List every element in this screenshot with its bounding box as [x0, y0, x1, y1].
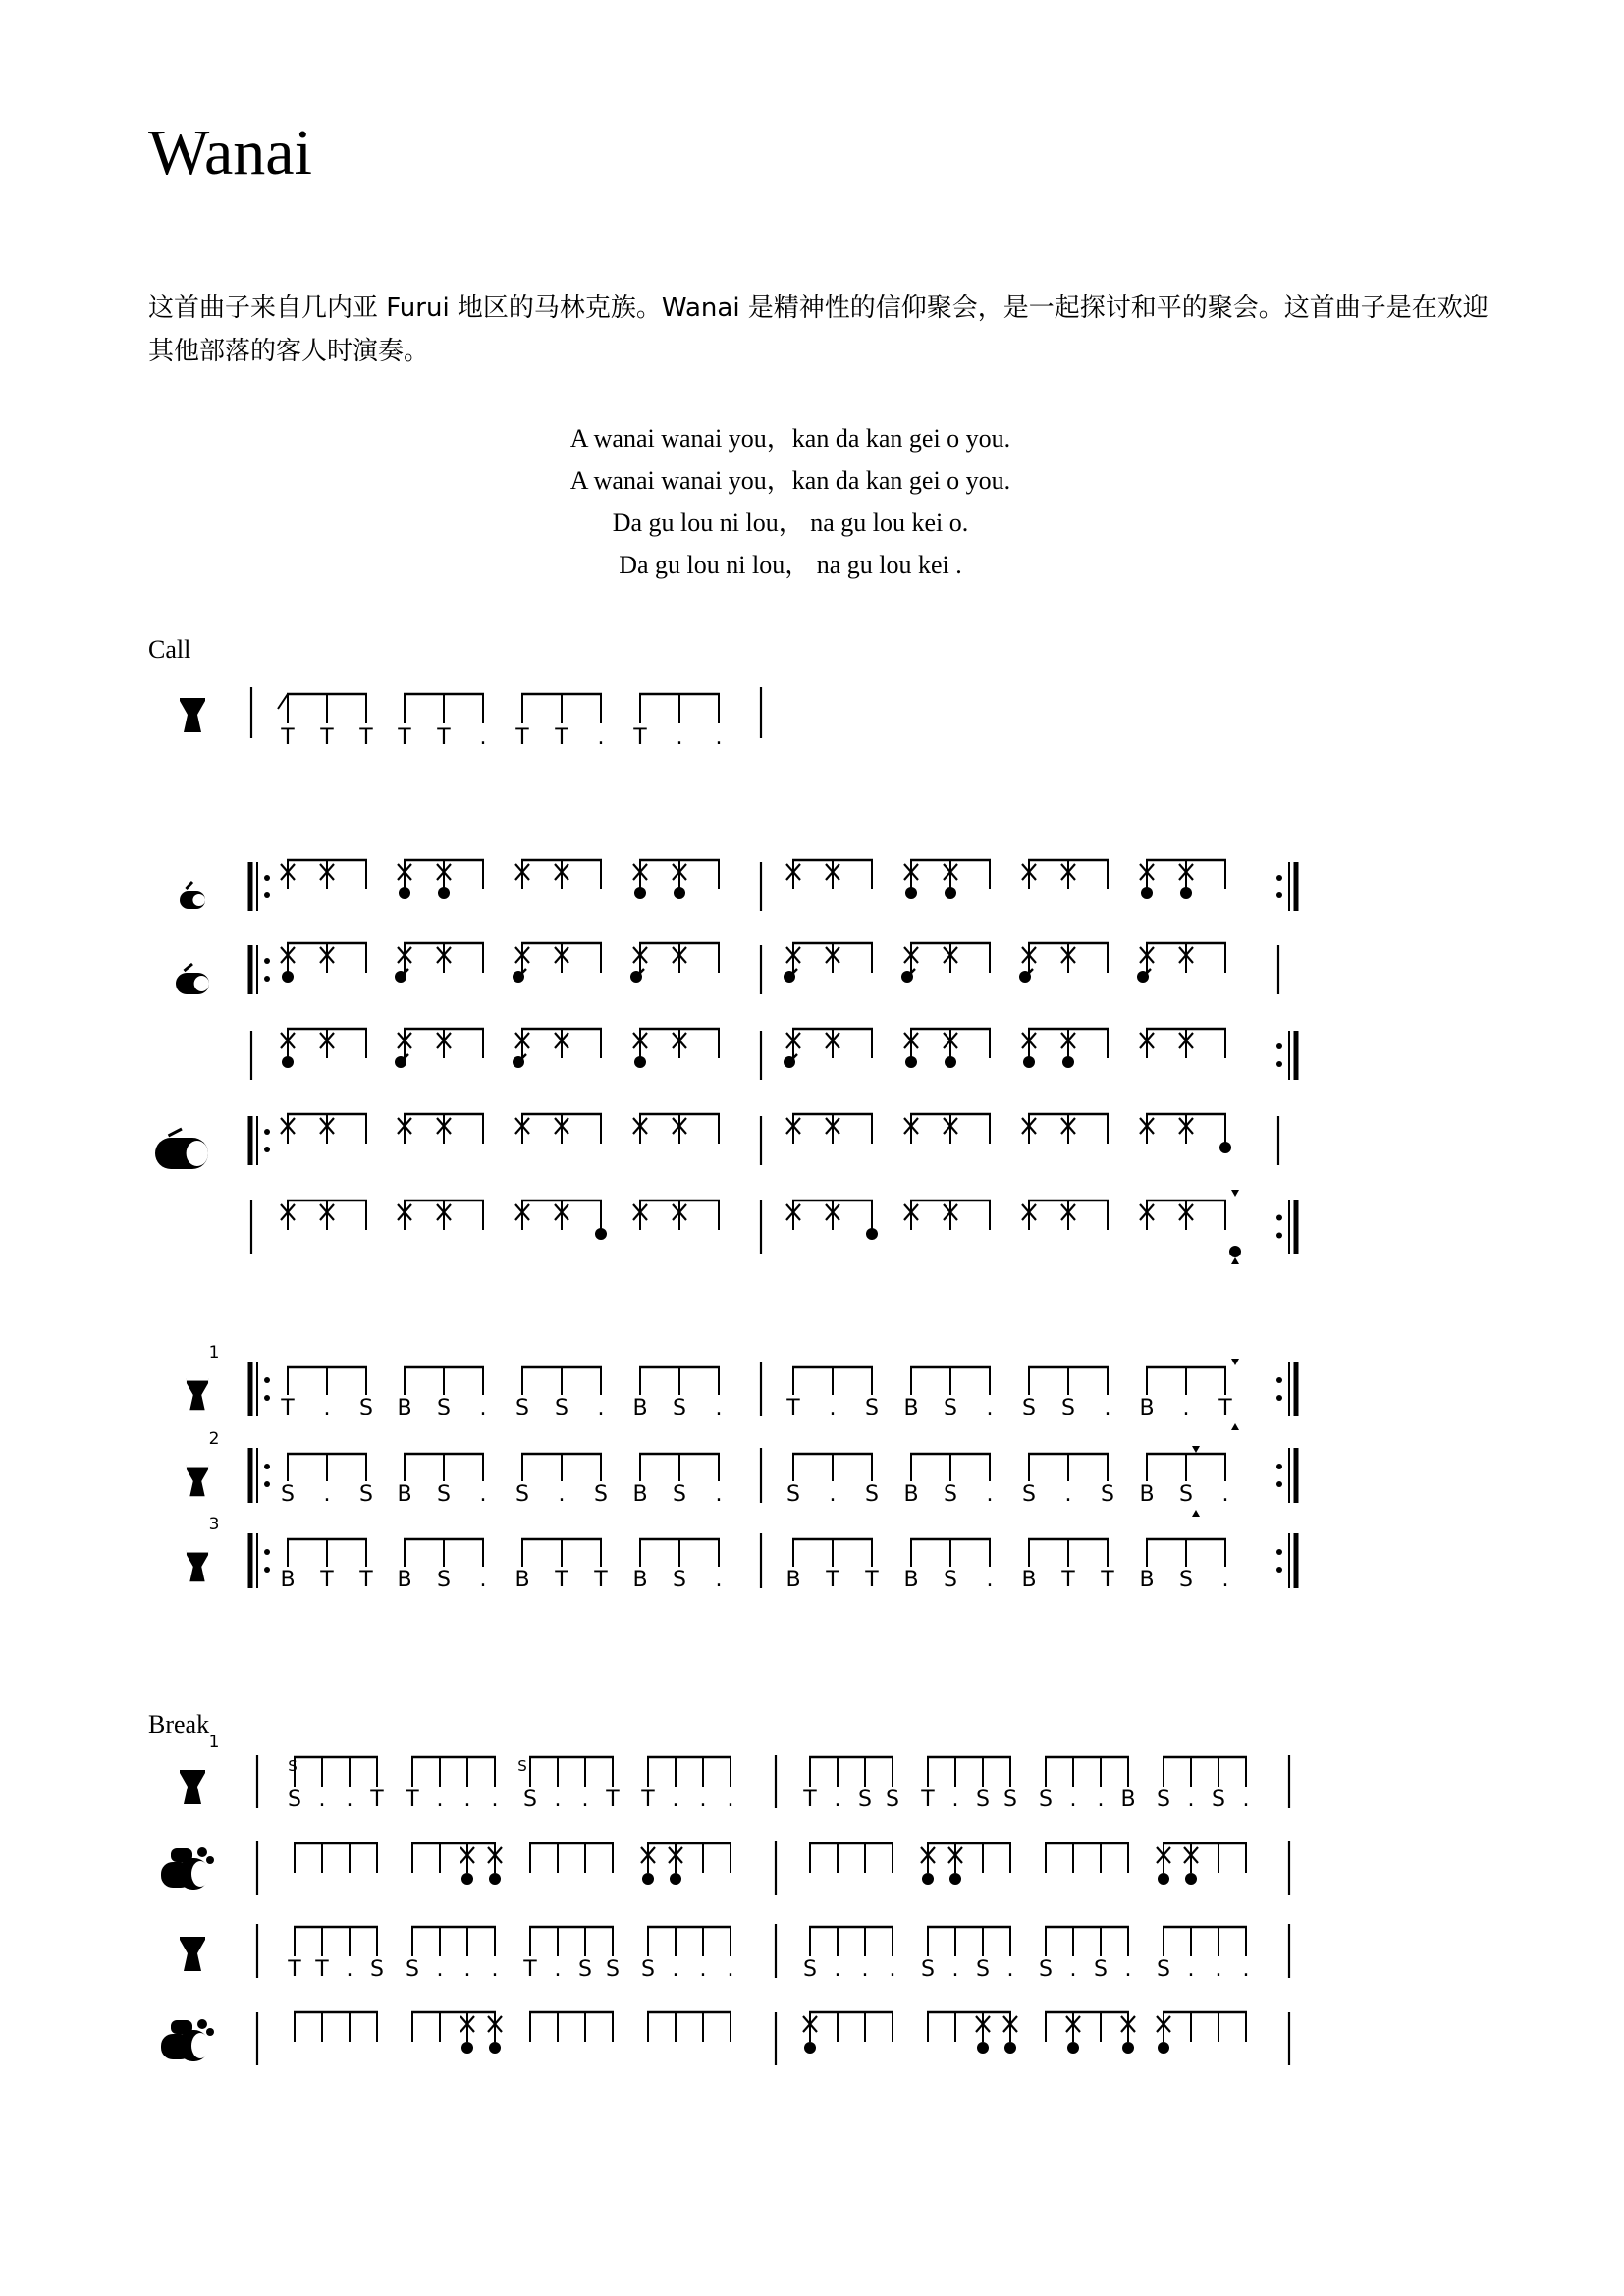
stroke-letter: .	[323, 1396, 331, 1420]
stroke-letter: S	[641, 1957, 655, 1982]
stroke-letter: T	[320, 725, 334, 750]
stroke-letter: .	[889, 1957, 896, 1982]
note-dot	[206, 2028, 214, 2036]
stroke-letter: S	[976, 1957, 990, 1982]
note-dot	[804, 2042, 816, 2054]
note-dot	[1229, 1246, 1241, 1257]
stroke-letter: S	[437, 1568, 451, 1592]
note-dot	[264, 1464, 270, 1469]
stroke-letter: B	[1139, 1396, 1155, 1420]
stroke-letter: T	[786, 1396, 800, 1420]
stroke-letter: T	[281, 725, 295, 750]
stroke-letter: S	[1179, 1482, 1193, 1507]
note-dot	[670, 1873, 681, 1885]
stroke-letter: .	[715, 1396, 723, 1420]
note-dot	[1180, 887, 1192, 899]
note-dot	[1276, 875, 1282, 881]
stroke-letter: S	[858, 1788, 872, 1812]
stroke-letter: T	[288, 1957, 301, 1982]
note-dot	[945, 887, 956, 899]
dundun-set-icon	[161, 2019, 214, 2061]
part-number: 1	[208, 1733, 220, 1752]
stroke-letter: .	[346, 1957, 353, 1982]
note-dot	[1276, 1567, 1282, 1573]
lyric-line-4: Da gu lou ni lou， na gu lou kei .	[619, 551, 962, 579]
stroke-letter: B	[397, 1482, 412, 1507]
stroke-letter: .	[479, 1396, 487, 1420]
note-dot	[264, 1395, 270, 1401]
call-staff	[251, 687, 761, 750]
stroke-letter: .	[323, 1482, 331, 1507]
note-dot	[1067, 2042, 1079, 2054]
stroke-letter: .	[558, 1482, 566, 1507]
note-dot	[634, 1056, 646, 1068]
stroke-letter: B	[903, 1396, 919, 1420]
stroke-letter: .	[861, 1957, 869, 1982]
sangban-icon	[176, 964, 209, 994]
note-dot	[1276, 892, 1282, 898]
note-dot	[489, 1873, 501, 1885]
stroke-letter: T	[826, 1568, 839, 1592]
accent-mark	[1192, 1510, 1200, 1517]
note-dot	[264, 892, 270, 898]
note-dot	[674, 887, 685, 899]
stroke-letter: T	[641, 1788, 655, 1812]
note-dot	[197, 2019, 207, 2029]
doundounba-icon	[155, 1129, 208, 1169]
note-dot	[264, 1549, 270, 1555]
note-dot	[264, 976, 270, 982]
stroke-letter: .	[554, 1788, 562, 1812]
djembe-icon	[187, 1378, 208, 1410]
djembe-row-3	[209, 1515, 1296, 1592]
stroke-letter: S	[370, 1957, 384, 1982]
djembe-row-2	[209, 1429, 1296, 1517]
note-dot	[264, 1567, 270, 1573]
stroke-letter: B	[903, 1482, 919, 1507]
stroke-letter: .	[986, 1568, 994, 1592]
stroke-letter: S	[865, 1396, 879, 1420]
note-dot	[905, 887, 917, 899]
stroke-letter: S	[359, 1482, 373, 1507]
stroke-letter: T	[320, 1568, 334, 1592]
part-number: 2	[208, 1429, 220, 1449]
note-dot	[197, 1847, 207, 1857]
djembe-icon	[180, 695, 205, 732]
stroke-letter: .	[834, 1957, 841, 1982]
lyric-line-2: A wanai wanai you，kan da kan gei o you.	[569, 466, 1011, 495]
accent-mark	[1231, 1257, 1239, 1264]
stroke-letter: S	[1061, 1396, 1075, 1420]
stroke-letter: S	[1039, 1788, 1053, 1812]
note-dot	[282, 971, 294, 983]
stroke-letter: .	[1221, 1482, 1229, 1507]
stroke-letter: .	[1242, 1788, 1250, 1812]
note-dot	[1276, 1043, 1282, 1049]
call-label: Call	[148, 635, 191, 664]
djembe-icon	[187, 1550, 208, 1581]
stroke-letter: .	[829, 1396, 837, 1420]
stroke-letter: .	[1221, 1568, 1229, 1592]
stroke-letter: S	[673, 1482, 686, 1507]
stroke-letter: .	[491, 1957, 499, 1982]
stroke-letter: S	[944, 1482, 957, 1507]
break-label: Break	[148, 1710, 210, 1738]
stroke-letter: S	[281, 1482, 295, 1507]
accent-mark	[1231, 1423, 1239, 1430]
note-dot	[1158, 1873, 1169, 1885]
accent-mark	[1231, 1359, 1239, 1365]
stroke-letter: T	[406, 1788, 419, 1812]
djembe-icon	[187, 1465, 208, 1496]
dundun-row-2	[250, 943, 1278, 994]
stroke-letter: .	[1069, 1788, 1077, 1812]
note-dot	[1276, 1549, 1282, 1555]
note-dot	[1004, 2042, 1016, 2054]
note-dot	[461, 1873, 473, 1885]
stroke-letter: .	[479, 725, 487, 750]
djembe-row-1	[209, 1343, 1296, 1430]
note-dot	[1023, 1056, 1035, 1068]
stroke-letter: .	[581, 1788, 589, 1812]
break-row-2	[257, 1841, 1289, 1895]
note-dot	[1019, 971, 1031, 983]
note-dot	[784, 971, 795, 983]
note-dot	[1276, 1061, 1282, 1067]
stroke-letter: .	[1242, 1957, 1250, 1982]
stroke-letter: .	[1006, 1957, 1014, 1982]
stroke-letter: T	[370, 1788, 384, 1812]
stroke-letter: S	[523, 1788, 537, 1812]
stroke-letter: .	[699, 1788, 707, 1812]
stroke-letter: S	[359, 1396, 373, 1420]
stroke-letter: S	[1003, 1788, 1017, 1812]
note-dot	[595, 1228, 607, 1240]
stroke-letter: T	[606, 1788, 620, 1812]
stroke-letter: T	[398, 725, 411, 750]
note-dot	[264, 958, 270, 964]
stroke-letter: S	[803, 1957, 817, 1982]
stroke-letter: S	[673, 1396, 686, 1420]
stroke-letter: .	[436, 1788, 444, 1812]
stroke-letter: .	[951, 1788, 959, 1812]
stroke-letter: B	[632, 1482, 648, 1507]
note-dot	[922, 1873, 934, 1885]
stroke-letter: S	[1101, 1482, 1114, 1507]
stroke-letter: T	[594, 1568, 608, 1592]
accent-mark	[1192, 1446, 1200, 1453]
stroke-letter: T	[555, 1568, 568, 1592]
stroke-letter: .	[463, 1957, 471, 1982]
stroke-letter: S	[1039, 1957, 1053, 1982]
stroke-letter: S	[1157, 1788, 1170, 1812]
flam-letter: S	[517, 1757, 527, 1775]
stroke-letter: B	[1139, 1482, 1155, 1507]
stroke-letter: B	[1139, 1568, 1155, 1592]
stroke-letter: B	[632, 1396, 648, 1420]
stroke-letter: T	[921, 1788, 935, 1812]
note-dot	[264, 1129, 270, 1135]
stroke-letter: S	[1157, 1957, 1170, 1982]
stroke-letter: T	[555, 725, 568, 750]
stroke-letter: .	[672, 1788, 679, 1812]
note-dot	[513, 1056, 524, 1068]
stroke-letter: S	[1179, 1568, 1193, 1592]
note-dot	[438, 887, 450, 899]
stroke-letter: .	[346, 1788, 353, 1812]
note-dot	[905, 1056, 917, 1068]
stroke-letter: .	[715, 725, 723, 750]
stroke-letter: S	[555, 1396, 568, 1420]
note-dot	[1276, 1215, 1282, 1221]
stroke-letter: B	[397, 1568, 412, 1592]
djembe-icon	[180, 1934, 205, 1971]
note-dot	[1276, 1395, 1282, 1401]
stroke-letter: .	[1187, 1788, 1195, 1812]
note-dot	[206, 1856, 214, 1864]
stroke-letter: .	[463, 1788, 471, 1812]
note-dot	[461, 2042, 473, 2054]
stroke-letter: T	[515, 725, 529, 750]
stroke-letter: S	[606, 1957, 620, 1982]
note-dot	[282, 1056, 294, 1068]
stroke-letter: S	[944, 1396, 957, 1420]
note-dot	[1137, 971, 1149, 983]
note-dot	[1062, 1056, 1074, 1068]
stroke-letter: .	[986, 1396, 994, 1420]
stroke-letter: T	[281, 1396, 295, 1420]
stroke-letter: S	[944, 1568, 957, 1592]
stroke-letter: T	[803, 1788, 817, 1812]
note-dot	[513, 971, 524, 983]
dundun-row-4	[250, 1114, 1278, 1165]
note-dot	[784, 1056, 795, 1068]
stroke-letter: .	[951, 1957, 959, 1982]
lyric-line-3: Da gu lou ni lou， na gu lou kei o.	[612, 508, 969, 537]
note-dot	[949, 1873, 961, 1885]
stroke-letter: T	[437, 725, 451, 750]
stroke-letter: B	[632, 1568, 648, 1592]
stroke-letter: B	[1021, 1568, 1037, 1592]
flam-mark	[278, 694, 288, 709]
stroke-letter: .	[597, 1396, 605, 1420]
note-dot	[1276, 1233, 1282, 1239]
stroke-letter: .	[727, 1788, 734, 1812]
stroke-letter: B	[397, 1396, 412, 1420]
stroke-letter: .	[597, 725, 605, 750]
dundun-row-3	[251, 1029, 1296, 1080]
stroke-letter: .	[715, 1482, 723, 1507]
stroke-letter: S	[886, 1788, 899, 1812]
stroke-letter: S	[515, 1482, 529, 1507]
stroke-letter: .	[1069, 1957, 1077, 1982]
note-dot	[1219, 1142, 1231, 1153]
dundun-row-5	[251, 1190, 1296, 1264]
description: 这首曲子来自几内亚 Furui 地区的马林克族。Wanai 是精神性的信仰聚会，是一起探讨和平的聚会。这首曲子是在欢迎其他部落的客人时演奏。	[148, 294, 1489, 366]
stroke-letter: S	[437, 1482, 451, 1507]
break-row-1	[209, 1733, 1289, 1812]
stroke-letter: S	[786, 1482, 800, 1507]
note-dot	[1141, 887, 1153, 899]
stroke-letter: .	[829, 1482, 837, 1507]
page-title: Wanai	[148, 117, 312, 188]
stroke-letter: S	[437, 1396, 451, 1420]
note-dot	[395, 1056, 406, 1068]
stroke-letter: S	[976, 1788, 990, 1812]
stroke-letter: B	[903, 1568, 919, 1592]
djembe-icon	[180, 1767, 205, 1804]
note-dot	[1185, 1873, 1197, 1885]
flam-letter: S	[288, 1757, 298, 1775]
stroke-letter: B	[785, 1568, 801, 1592]
stroke-letter: .	[676, 725, 683, 750]
stroke-letter: S	[594, 1482, 608, 1507]
lyric-line-1: A wanai wanai you，kan da kan gei o you.	[569, 424, 1011, 453]
stroke-letter: B	[1120, 1788, 1136, 1812]
part-number: 1	[208, 1343, 220, 1362]
stroke-letter: .	[554, 1957, 562, 1982]
kenkeni-icon	[180, 882, 205, 909]
note-dot	[642, 1873, 654, 1885]
note-dot	[1122, 2042, 1134, 2054]
stroke-letter: .	[699, 1957, 707, 1982]
stroke-letter: S	[1212, 1788, 1225, 1812]
stroke-letter: T	[315, 1957, 329, 1982]
stroke-letter: T	[633, 725, 647, 750]
break-row-4	[257, 2012, 1289, 2065]
stroke-letter: .	[479, 1568, 487, 1592]
part-number: 3	[208, 1515, 220, 1534]
stroke-letter: S	[406, 1957, 419, 1982]
note-dot	[264, 1377, 270, 1383]
note-dot	[264, 1481, 270, 1487]
note-dot	[634, 887, 646, 899]
stroke-letter: .	[1215, 1957, 1222, 1982]
stroke-letter: .	[1182, 1396, 1190, 1420]
note-dot	[1276, 1464, 1282, 1469]
accent-mark	[1231, 1190, 1239, 1197]
stroke-letter: .	[479, 1482, 487, 1507]
note-dot	[489, 2042, 501, 2054]
stroke-letter: .	[1104, 1396, 1111, 1420]
stroke-letter: T	[523, 1957, 537, 1982]
stroke-letter: S	[515, 1396, 529, 1420]
note-dot	[1158, 2042, 1169, 2054]
stroke-letter: S	[1022, 1482, 1036, 1507]
note-dot	[1276, 1377, 1282, 1383]
stroke-letter: T	[1218, 1396, 1232, 1420]
stroke-letter: S	[1022, 1396, 1036, 1420]
stroke-letter: .	[727, 1957, 734, 1982]
stroke-letter: T	[359, 1568, 373, 1592]
stroke-letter: S	[921, 1957, 935, 1982]
stroke-letter: S	[865, 1482, 879, 1507]
stroke-letter: .	[491, 1788, 499, 1812]
stroke-letter: T	[1101, 1568, 1114, 1592]
stroke-letter: T	[1061, 1568, 1075, 1592]
stroke-letter: S	[1094, 1957, 1108, 1982]
note-dot	[264, 1147, 270, 1152]
stroke-letter: S	[288, 1788, 301, 1812]
note-dot	[395, 971, 406, 983]
note-dot	[945, 1056, 956, 1068]
stroke-letter: .	[1064, 1482, 1072, 1507]
stroke-letter: .	[436, 1957, 444, 1982]
stroke-letter: .	[1187, 1957, 1195, 1982]
stroke-letter: S	[578, 1957, 592, 1982]
stroke-letter: .	[715, 1568, 723, 1592]
stroke-letter: .	[318, 1788, 326, 1812]
note-dot	[264, 875, 270, 881]
stroke-letter: .	[834, 1788, 841, 1812]
note-dot	[399, 887, 410, 899]
stroke-letter: T	[359, 725, 373, 750]
stroke-letter: .	[672, 1957, 679, 1982]
dundun-row-1	[250, 860, 1296, 911]
stroke-letter: .	[1097, 1788, 1105, 1812]
stroke-letter: .	[1124, 1957, 1132, 1982]
note-dot	[901, 971, 913, 983]
stroke-letter: T	[865, 1568, 879, 1592]
stroke-letter: B	[280, 1568, 296, 1592]
note-dot	[866, 1228, 878, 1240]
break-row-3	[257, 1924, 1289, 1982]
note-dot	[1276, 1481, 1282, 1487]
stroke-letter: .	[986, 1482, 994, 1507]
stroke-letter: B	[514, 1568, 530, 1592]
note-dot	[977, 2042, 989, 2054]
stroke-letter: S	[673, 1568, 686, 1592]
dundun-set-icon	[161, 1847, 214, 1890]
note-dot	[630, 971, 642, 983]
